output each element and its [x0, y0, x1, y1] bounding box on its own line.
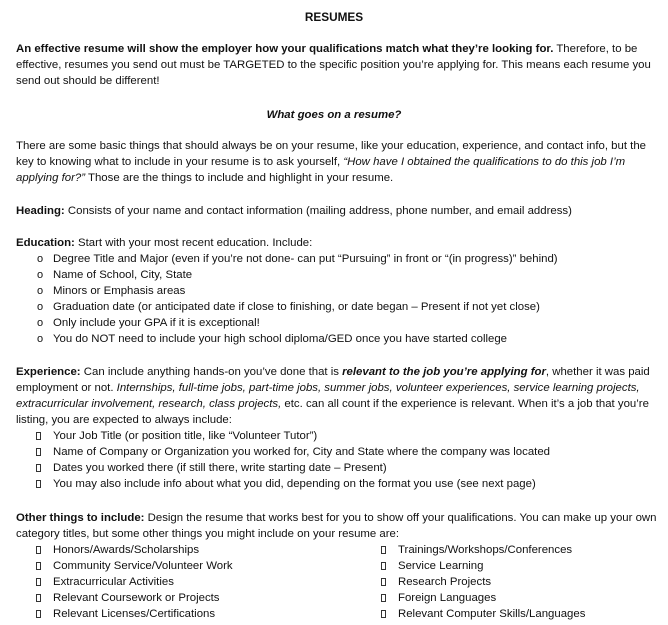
list-item: Relevant Coursework or Projects [16, 590, 376, 606]
list-item: Community Service/Volunteer Work [16, 558, 376, 574]
list-item: o You do NOT need to include your high school diploma/GED once you have started college [37, 333, 508, 345]
experience-emphasis: relevant to the job you’re applying for [342, 366, 546, 378]
list-item: Relevant Licenses/Certifications [16, 606, 376, 622]
list-item: Relevant Computer Skills/Languages [361, 606, 631, 622]
section-subheading: What goes on a resume? [266, 109, 402, 121]
list-item: Foreign Languages [361, 590, 631, 606]
other-list-left [16, 542, 376, 622]
bullet-circle-icon: o [37, 285, 44, 297]
other-list-right [361, 542, 631, 622]
bullet-circle-icon: o [37, 253, 44, 265]
other-paragraph [16, 510, 658, 542]
list-item: You may also include info about what you did, depending on the format you use (see next page) [16, 476, 658, 492]
list-item: Dates you worked there (if still there, write starting date – Present) [16, 460, 658, 476]
experience-examples: Internships, full-time jobs, part-time jobs, summer jobs, volunteer experiences, service learning projects, extracurricular involvement, research, class projects, [16, 382, 640, 410]
list-item: o Name of School, City, State [37, 269, 193, 281]
list-item: Your Job Title (or position title, like “Volunteer Tutor”) [16, 428, 658, 444]
other-text: Design the resume that works best for you to show off your qualifications. You can make up your own category titles, but some other things you might include on your resume are: [16, 512, 657, 540]
experience-list [16, 428, 658, 492]
intro-paragraph [16, 41, 658, 89]
bullet-box-icon [381, 578, 386, 586]
education-label: Education: [16, 237, 75, 249]
bullet-box-icon [36, 562, 41, 570]
bullet-box-icon [36, 546, 41, 554]
bullet-box-icon [36, 448, 41, 456]
list-item: Extracurricular Activities [16, 574, 376, 590]
bullet-box-icon [36, 610, 41, 618]
basics-rest: Those are the things to include and highlight in your resume. [85, 172, 394, 184]
bullet-circle-icon: o [37, 269, 44, 281]
bullet-box-icon [36, 464, 41, 472]
heading-label: Heading: [16, 205, 65, 217]
list-item: Trainings/Workshops/Conferences [361, 542, 631, 558]
bullet-circle-icon: o [37, 301, 44, 313]
other-label: Other things to include: [16, 512, 145, 524]
bullet-box-icon [36, 594, 41, 602]
heading-text: Consists of your name and contact information (mailing address, phone number, and email address) [64, 205, 572, 217]
bullet-box-icon [36, 432, 41, 440]
education-list [16, 251, 658, 347]
bullet-box-icon [381, 546, 386, 554]
list-item: Service Learning [361, 558, 631, 574]
education-intro [16, 235, 658, 251]
basics-quote: “How have I obtained the qualifications to do this job I’m applying for?” [16, 156, 626, 184]
education-text: Start with your most recent education. Include: [74, 237, 313, 249]
list-item: o Degree Title and Major (even if you’re not done- can put “Pursuing” in front or “(in progress)” behind) [37, 253, 558, 265]
education-section [16, 235, 658, 347]
experience-paragraph: Experience: Can include anything hands-on you’ve done that is relevant to the job you’re applying for, whether it was paid employment or not. Internships, full-time jobs, part-time jobs, summer jobs, volunteer experiences, service learning projects, extracurricular involvement, research, class projects, etc. can all count if the experience is relevant. When it’s a job that you’re listing, you are expected to always include: [16, 366, 650, 426]
bullet-box-icon [381, 562, 386, 570]
list-item: o Only include your GPA if it is exceptional! [37, 317, 260, 329]
page-title: RESUMES [304, 10, 364, 24]
bullet-box-icon [36, 578, 41, 586]
basics-paragraph [16, 138, 658, 186]
bullet-circle-icon: o [37, 317, 44, 329]
bullet-circle-icon: o [37, 333, 44, 345]
bullet-box-icon [36, 480, 41, 488]
basics-text: There are some basic things that should always be on your resume, like your education, experience, and contact info, but the key to knowing what to include in your resume is to ask yourself, [16, 140, 647, 168]
list-item: Research Projects [361, 574, 631, 590]
experience-label: Experience: [16, 366, 81, 378]
list-item: Honors/Awards/Scholarships [16, 542, 376, 558]
experience-section [16, 364, 658, 492]
list-item: Name of Company or Organization you worked for, City and State where the company was located [16, 444, 658, 460]
heading-paragraph [16, 203, 658, 219]
list-item: o Graduation date (or anticipated date if close to finishing, or date began – Present if not yet close) [37, 301, 540, 313]
bullet-box-icon [381, 610, 386, 618]
list-item: o Minors or Emphasis areas [37, 285, 186, 297]
intro-bold-text: An effective resume will show the employer how your qualifications match what they’re looking for. [16, 43, 554, 55]
bullet-box-icon [381, 594, 386, 602]
intro-text: Therefore, to be effective, resumes you send out must be TARGETED to the specific position you’re applying for. This means each resume you send out should be different! [16, 43, 651, 87]
